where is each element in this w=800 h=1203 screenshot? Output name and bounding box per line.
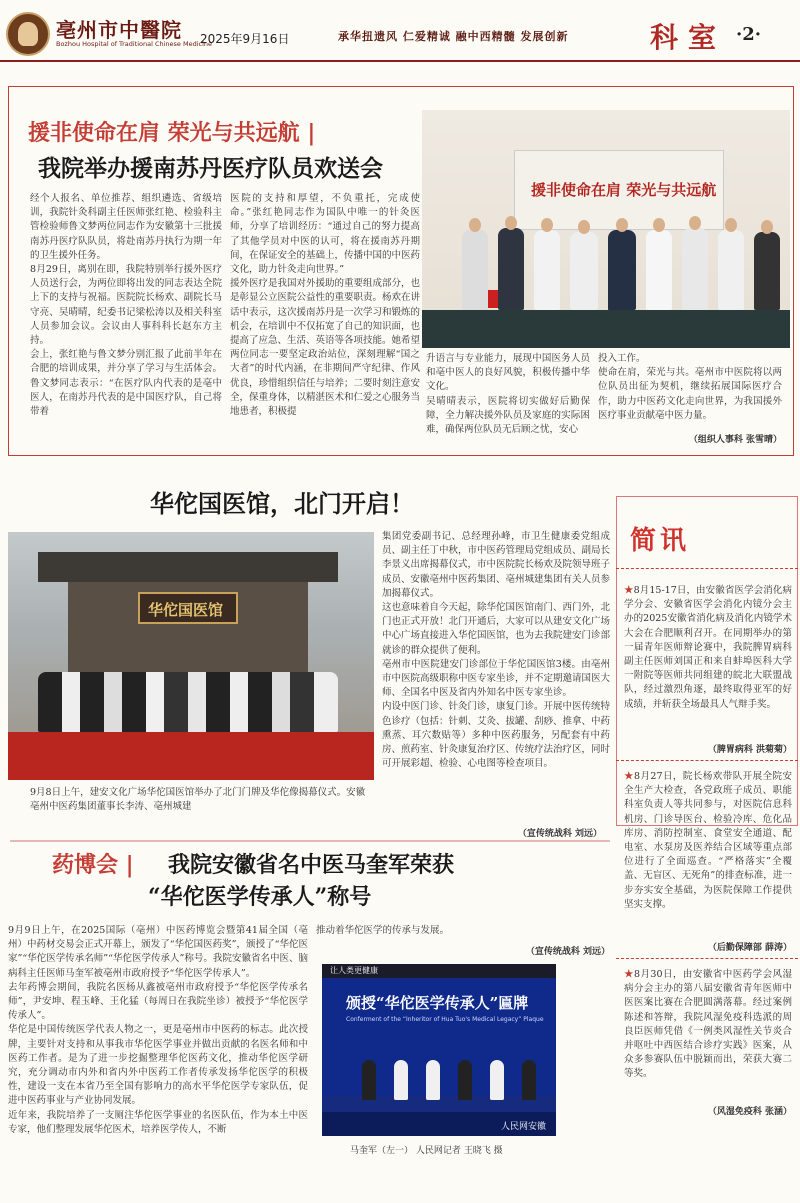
star-icon: ★ <box>624 969 634 980</box>
page-number: ·2· <box>736 24 762 45</box>
photo-person <box>608 230 636 310</box>
photo-person <box>534 230 560 310</box>
article3-title-line1: 我院安徽省名中医马奎军荣获 <box>168 852 455 878</box>
photo-person-head <box>541 218 553 232</box>
brief-item-text: 8月30日，由安徽省中医药学会风湿病分会主办的第八届安徽省青年医师中医医案比赛在合肥圆满落幕。经过案例陈述和答辩，我院风湿免疫科选派的周良臣医师凭借《一例类风湿性关节炎合并呕吐中西医结合诊疗实践》医案，从众多参赛队伍中脱颖而出，荣获大赛二等奖。 <box>624 969 792 1080</box>
red-carpet <box>8 732 374 780</box>
star-icon: ★ <box>624 771 634 782</box>
article3-title-line2: “华佗医学传承人”称号 <box>148 884 372 910</box>
article3-signature: （宣传统战科 刘远） <box>525 947 610 957</box>
brief-item-text: 8月27日，院长杨欢带队开展全院安全生产大检查，各党政班子成员、职能科室负责人等共同参与，对医院信息科机房、门诊导医台、检验冷库、危化品库房、消防控制室、食堂安全通道、配电室、水泵房及医养结合区域等重点部位进行了全面巡查。“严格落实”全覆盖、无盲区、无死角”的排查标准，进一步夯实安全基础，为医院保障工作提供坚实支撑。 <box>624 771 792 910</box>
photo-table <box>422 310 790 348</box>
photo-person-head <box>505 216 517 230</box>
hospital-name-en: Bozhou Hospital of Traditional Chinese Medicine <box>56 40 213 48</box>
photo-person <box>718 230 744 310</box>
article3-photo-caption: 马奎军（左一） 人民网记者 王晓飞 摄 <box>350 1146 503 1156</box>
slogan: 承华扭遗风 仁爱精诚 融中西精髓 发展创新 <box>338 30 569 43</box>
photo-person-head <box>689 216 701 230</box>
article3-col-right-top: 推动着华佗医学的传承与发展。 <box>316 925 450 936</box>
article3-kicker: 药博会 | <box>52 852 134 878</box>
photo-person <box>458 1060 472 1100</box>
photo-watermark: 人民网安徽 <box>500 1122 546 1132</box>
photo-person <box>394 1060 408 1100</box>
masthead <box>0 0 800 62</box>
photo-person-head <box>616 218 628 232</box>
photo-person <box>754 232 780 310</box>
section-title: 科室 <box>650 21 727 54</box>
photo-person <box>462 230 488 310</box>
article3-photo <box>322 964 556 1136</box>
article1-col2: 医院的支持和厚望，不负重托，完成使命。”张红艳同志作为国队中唯一的针灸医师，分享了培训经历：“通过自己的努力提高了其他学员对中医的认可，将在援南苏丹期间，在保证安全的基础上，传播中国的中医药文化，助力针灸走向世界。” 援外医疗是我国对外援助的重要组成部分，也是彰显公立医院公益性的重要职责。杨欢在讲话中表示，这次援南苏丹是一次学习和锻炼的机会，在培训中不仅拓宽了自己的知识面，也提高了应急、生活、英语等各项技能。她希望两位同志一要坚定政治站位，深刻理解“国之大者”的时代内涵，在非期间严守纪律、作风优良，珍惜组织信任与培养；二要时刻注意安全，保重身体，以精湛医术和仁爱之心服务当地患者，积极提 <box>230 193 420 418</box>
hospital-name: 亳州市中醫院 <box>56 18 182 42</box>
photo-group <box>38 672 338 732</box>
photo-person-head <box>761 220 773 234</box>
article1-kicker: 援非使命在肩 荣光与共远航 | <box>28 120 316 146</box>
photo-person <box>490 1060 504 1100</box>
stage-title: 颁授“华佗医学传承人”匾牌 <box>346 994 529 1012</box>
article1-col1: 经个人报名、单位推荐、组织遴选、省级培训，我院针灸科副主任医师张红艳、检验科主管检验师鲁文梦两位同志作为安徽第十三批援南苏丹医疗队队员，将赴南苏丹执行为期一年的卫生援外任务。 8月29日，离别在即，我院特别举行援外医疗人员送行会，为两位即将出发的同志表达全院上下的支持与祝福。医院院长杨欢、副院长马守亮、吴晴晴，纪委书记梁松涛以及相关科室人员参加会议。会议由人事科科长赵东方主持。 会上，张红艳与鲁文梦分别汇报了此前半年在合肥的培训成果，并分享了学习与生活体会。鲁文梦同志表示：“在医疗队内代表的是亳中医人，在南苏丹代表的是中国医疗队，自己将带着 <box>30 193 222 418</box>
stage-strip-text: 让人类更健康 <box>330 966 378 975</box>
article2-signature: （宣传统战科 刘远） <box>517 829 602 839</box>
article1-col3: 升语言与专业能力，展现中国医务人员和亳中医人的良好风貌，积极传播中华文化。 吴晴晴表示，医院将切实做好后勤保障，全力解决援外队员及家庭的实际困难，确保两位队员无后顾之忧，安心 <box>426 353 590 436</box>
photo-person-head <box>469 218 481 232</box>
photo-person-head <box>653 218 665 232</box>
article3-body: 9月9日上午，在2025国际（亳州）中医药博览会暨第41届全国（亳州）中药材交易会正式开幕上，颁发了“华佗国医药奖”，颁授了“华佗医家”“华佗医学传承名师”“华佗医学传承人”称号。我院安徽省名中医、脑病科主任医师马奎军被亳州市政府授予“华佗医学传承人”。 去年药博会期间，我院名医杨从鑫被亳州市政府授予“华佗医学传承名师”，尹安坤、程玉峰、王化猛（每周日在我院坐诊）被授予“华佗医学传承人”。 华佗是中国传统医学代表人物之一，更是亳州市中医药的标志。此次授牌，主要针对支持和从事我市华佗医学事业并做出贡献的名医名师和中医药工作者。是为了进一步挖掘整理华佗医药文化，推动华佗医学研究，充分调动市内外和省内外中医药工作者传承发扬华佗医学的积极性，建设一支在本省乃至全国有影响力的高水平华佗医学专家队伍，促进中医药事业与产业协同发展。 近年来，我院培养了一支厕注华佗医学事业的名医队伍，作为本土中医专家，他们整理发展华佗医术，培养医学传人，不断 <box>8 925 308 1135</box>
photo-person <box>498 228 524 310</box>
brief-title-divider <box>616 568 798 569</box>
star-icon: ★ <box>624 585 634 596</box>
brief-item <box>624 584 792 732</box>
stage-en: Conferment of the “Inheritor of Hua Tuo's Medical Legacy” Plaque <box>346 1016 544 1023</box>
brief-item <box>624 968 792 1088</box>
article2-photo <box>8 532 374 780</box>
gate-sign-text: 华佗国医馆 <box>148 601 224 619</box>
brief-item-signature: （脾胃病科 洪菊菊） <box>707 745 792 755</box>
brief-item-signature: （后勤保障部 薛涛） <box>707 943 792 953</box>
brief-divider <box>616 760 798 761</box>
photo-person <box>682 228 708 310</box>
photo-person <box>522 1060 536 1100</box>
brief-divider <box>616 958 798 959</box>
photo-person <box>646 230 672 310</box>
article2-caption: 9月8日上午，建安文化广场华佗国医馆举办了北门门牌及华佗像揭幕仪式。安徽亳州中医药集团董事长李涛、亳州城建 <box>30 787 366 812</box>
hospital-logo-icon <box>6 12 50 56</box>
article1-title: 我院举办援南苏丹医疗队员欢送会 <box>38 155 383 182</box>
brief-title: 简讯 <box>630 526 691 556</box>
photo-banner-text: 援非使命在肩 荣光与共远航 <box>531 181 717 199</box>
article1-col4: 投入工作。 使命在肩，荣光与共。亳州市中医院将以两位队员出征为契机，继续拓展国际医疗合作，助力中医药文化走向世界，为我国援外医疗事业贡献亳中医力量。 <box>598 353 782 421</box>
photo-person <box>362 1060 376 1100</box>
brief-item-signature: （风湿免疫科 张涵） <box>707 1107 792 1117</box>
issue-date: 2025年9月16日 <box>200 32 290 46</box>
brief-item-text: 8月15-17日，由安徽省医学会消化病学分会、安徽省医学会消化内镜分会主办的2025安徽省消化病及消化内镜学术大会在合肥顺利召开。在同期举办的第一届青年医师辩论赛中，我院脾胃病科副主任医师刘国正和来自蚌埠医科大学一附院等医师共同组建的皖北大联盟战队，经过激烈角逐，最终取得亚军的好成绩，并斩获全场最具人气辩手奖。 <box>624 585 792 710</box>
article1-photo <box>422 110 790 348</box>
brief-item <box>624 770 792 930</box>
article1-signature: （组织人事科 张雪晴） <box>688 435 782 445</box>
photo-person <box>570 232 598 310</box>
stage-strip <box>322 964 556 978</box>
section-divider <box>10 840 610 842</box>
gate-roof <box>38 552 338 582</box>
photo-person-head <box>725 218 737 232</box>
photo-person-head <box>578 220 590 234</box>
article2-title: 华佗国医馆，北门开启！ <box>150 489 414 518</box>
gate-sign <box>138 592 238 624</box>
article2-col-right: 集团党委副书记、总经理孙峰，市卫生健康委党组成员、副主任丁中秋，市中医药管理局党组成员、副局长李景义出席揭幕仪式，市中医院院长杨欢及院领导班子成员、安徽亳州中医药集团、亳州城建集团有关人员参加揭幕仪式。 这也意味着自今天起，除华佗国医馆南门、西门外，北门也正式开放！北门开通后，大家可以从建安文化广场中心广场直接进入华佗国医馆，也为去我院建安门诊部就诊的群众提供了便利。 亳州市中医院建安门诊部位于华佗国医馆3楼。由亳州市中医院高级职称中医专家坐诊，并不定期邀请国医大师、全国名中医及省内外知名中医专家坐诊。 内设中医门诊、针灸门诊，康复门诊。开展中医传统特色诊疗（包括：针刺、艾灸、拔罐、刮痧、推拿、中药熏蒸、耳穴数贴等）多种中医药服务，另配套有中药房、煎药室、针灸康复治疗区、传统疗法治疗区，同时可开展彩超、检验、心电图等检查项目。 <box>382 531 610 770</box>
photo-person <box>426 1060 440 1100</box>
